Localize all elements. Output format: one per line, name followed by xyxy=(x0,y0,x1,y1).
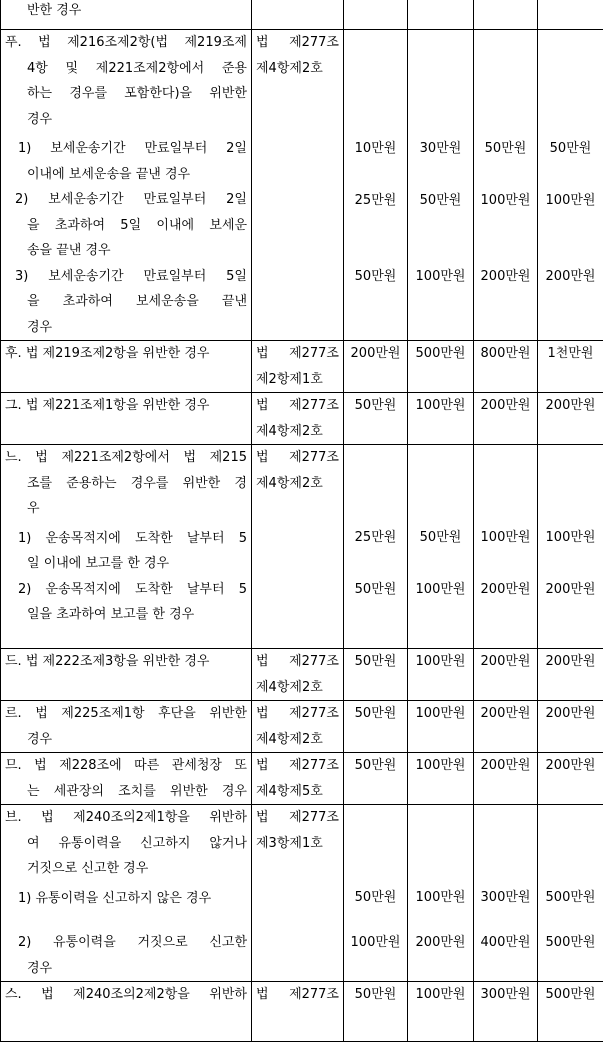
fine-first: 50만원 xyxy=(344,982,408,1042)
fine-fourth: 500만원 500만원 xyxy=(538,805,603,982)
law-ref: 법 제277조 xyxy=(252,982,344,1042)
table-row xyxy=(1,701,603,753)
sub-item-desc: 2) 보세운송기간 만료일부터 2일 xyxy=(5,187,247,213)
fine-fourth: 200만원 xyxy=(538,753,603,805)
law-ref: 법 제277조 제4항제2호 xyxy=(252,445,344,649)
violation-desc: 스. 법 제240조의2제2항을 위반하 xyxy=(1,982,252,1042)
violation-desc: 후. 법 제219조제2항을 위반한 경우 xyxy=(1,341,252,393)
law-ref: 법 제277조 제3항제1호 xyxy=(252,805,344,982)
fine-second: 100만원 xyxy=(408,701,474,753)
law-ref: 법 제277조 제4항제2호 xyxy=(252,30,344,341)
fine-third xyxy=(474,0,538,30)
fine-second: 100만원 xyxy=(408,393,474,445)
table-row xyxy=(1,649,603,701)
fine-fourth: 1천만원 xyxy=(538,341,603,393)
fine-third: 300만원 xyxy=(474,982,538,1042)
table-row xyxy=(1,30,603,341)
fine-third: 200만원 xyxy=(474,753,538,805)
violation-desc: 브. 법 제240조의2제1항을 위반하 여 유통이력을 신고하지 않거나 거짓으로 신고한 경우 1) 유통이력을 신고하지 않은 경우 2) 유통이력을 거짓으로 신고한 경우 xyxy=(1,805,252,982)
violation-desc: 반한 경우 xyxy=(1,0,252,30)
fine-third: 800만원 xyxy=(474,341,538,393)
fine-fourth: 200만원 xyxy=(538,649,603,701)
violation-desc: 그. 법 제221조제1항을 위반한 경우 xyxy=(1,393,252,445)
fine-first: 50만원 xyxy=(344,393,408,445)
fine-fourth: 200만원 xyxy=(538,393,603,445)
sub-item-desc: 1) 보세운송기간 만료일부터 2일 xyxy=(5,136,247,162)
law-ref: 법 제277조 제4항제2호 xyxy=(252,393,344,445)
law-ref xyxy=(252,0,344,30)
law-ref: 법 제277조 제4항제5호 xyxy=(252,753,344,805)
sub-item-desc: 2) 유통이력을 거짓으로 신고한 xyxy=(5,930,247,956)
table-row xyxy=(1,982,603,1042)
fine-fourth: 500만원 xyxy=(538,982,603,1042)
fine-first xyxy=(344,0,408,30)
fine-second: 30만원 50만원 100만원 xyxy=(408,30,474,341)
table-row xyxy=(1,753,603,805)
sub-item-desc: 1) 운송목적지에 도착한 날부터 5 xyxy=(5,526,247,552)
violation-desc: 드. 법 제222조제3항을 위반한 경우 xyxy=(1,649,252,701)
violation-desc: 므. 법 제228조에 따른 관세청장 또 는 세관장의 조치를 위반한 경우 xyxy=(1,753,252,805)
law-ref: 법 제277조 제4항제2호 xyxy=(252,649,344,701)
fine-second: 100만원 200만원 xyxy=(408,805,474,982)
fine-second xyxy=(408,0,474,30)
fine-second: 500만원 xyxy=(408,341,474,393)
fine-third: 200만원 xyxy=(474,701,538,753)
fine-second: 100만원 xyxy=(408,649,474,701)
violation-desc: 푸. 법 제216조제2항(법 제219조제 4항 및 제221조제2항에서 준용 하는 경우를 포함한다)을 위반한 경우 1) 보세운송기간 만료일부터 2일 이내에 보세운송을 끝낸 경우 2) 보세운송기간 만료일부터 2일 을 초과하여 5일 이내에 보세운 송을 끝낸 경우 3) 보세운송기간 만료일부터 5일 을 초과하여 보세운송을 끝낸 경우 xyxy=(1,30,252,341)
fine-first: 50만원 100만원 xyxy=(344,805,408,982)
fine-third: 50만원 100만원 200만원 xyxy=(474,30,538,341)
fine-fourth: 200만원 xyxy=(538,701,603,753)
fine-third: 100만원 200만원 xyxy=(474,445,538,649)
fine-third: 200만원 xyxy=(474,393,538,445)
fine-third: 300만원 400만원 xyxy=(474,805,538,982)
fine-first: 50만원 xyxy=(344,701,408,753)
sub-item-desc: 3) 보세운송기간 만료일부터 5일 xyxy=(5,264,247,290)
fine-first: 10만원 25만원 50만원 xyxy=(344,30,408,341)
table-row xyxy=(1,445,603,649)
sub-item-desc: 2) 운송목적지에 도착한 날부터 5 xyxy=(5,577,247,603)
violation-desc: 느. 법 제221조제2항에서 법 제215 조를 준용하는 경우를 위반한 경 우 1) 운송목적지에 도착한 날부터 5 일 이내에 보고를 한 경우 2) 운송목적지에 도착한 날부터 5 일을 초과하여 보고를 한 경우 xyxy=(1,445,252,649)
fine-fourth xyxy=(538,0,603,30)
fine-second: 100만원 xyxy=(408,982,474,1042)
table-row xyxy=(1,393,603,445)
fine-second: 50만원 100만원 xyxy=(408,445,474,649)
fine-first: 50만원 xyxy=(344,649,408,701)
fine-first: 25만원 50만원 xyxy=(344,445,408,649)
fine-third: 200만원 xyxy=(474,649,538,701)
table-row xyxy=(1,805,603,982)
law-ref: 법 제277조 제2항제1호 xyxy=(252,341,344,393)
violation-desc: 르. 법 제225조제1항 후단을 위반한 경우 xyxy=(1,701,252,753)
sub-item-desc: 1) 유통이력을 신고하지 않은 경우 xyxy=(5,886,247,912)
table-row xyxy=(1,0,603,30)
fine-first: 200만원 xyxy=(344,341,408,393)
law-ref: 법 제277조 제4항제2호 xyxy=(252,701,344,753)
fine-fourth: 50만원 100만원 200만원 xyxy=(538,30,603,341)
table-row xyxy=(1,341,603,393)
fine-first: 50만원 xyxy=(344,753,408,805)
fine-fourth: 100만원 200만원 xyxy=(538,445,603,649)
fine-second: 100만원 xyxy=(408,753,474,805)
